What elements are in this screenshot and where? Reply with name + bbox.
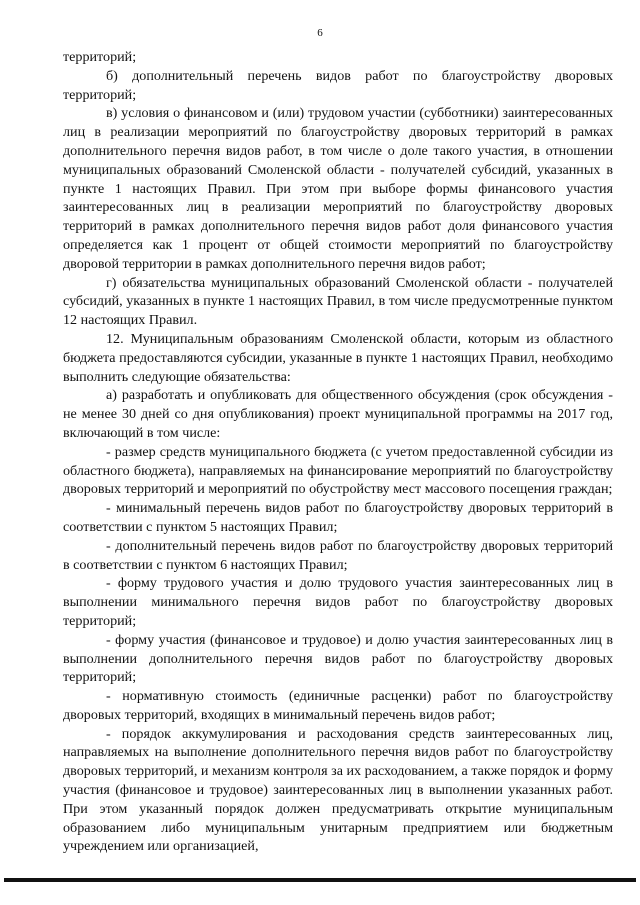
list-item-additional-list: - дополнительный перечень видов работ по благоустройству дворовых территорий в соответствии с пунктом 6 настоящих Правил;	[63, 537, 613, 573]
list-item-normative-cost: - нормативную стоимость (единичные расценки) работ по благоустройству дворовых территорий, входящих в минимальный перечень видов работ;	[63, 688, 613, 723]
list-item-participation-form: - форму участия (финансовое и трудовое) и долю участия заинтересованных лиц в выполнении дополнительного перечня видов работ по благоустройству дворовых территорий;	[63, 631, 613, 686]
page-number: 6	[317, 27, 323, 39]
document-body	[63, 48, 613, 856]
paragraph-item-v: в) условия о финансовом и (или) трудовом участии (субботники) заинтересованных лиц в реализации мероприятий по благоустройству дворовых территорий в рамках дополнительного перечня видов работ, в том числе о доле такого участия, в отношении муниципальных образований Смоленской области - получателей субсидий, указанных в пункте 1 настоящих Правил. При этом при выборе формы финансового участия заинтересованных лиц в реализации мероприятий по благоустройству дворовых территорий в рамках дополнительного перечня видов работ доля финансового участия определяется как 1 процент от общей стоимости мероприятий по благоустройству дворовой территории в рамках дополнительного перечня видов работ;	[63, 105, 613, 272]
list-item-labor-participation: - форму трудового участия и долю трудового участия заинтересованных лиц в выполнении минимального перечня видов работ по благоустройству дворовых территорий;	[63, 575, 613, 629]
paragraph-continuation: территорий;	[63, 49, 137, 65]
list-item-minimal-list: - минимальный перечень видов работ по благоустройству дворовых территорий в соответствии с пунктом 5 настоящих Правил;	[63, 500, 613, 535]
paragraph-item-b: б) дополнительный перечень видов работ по благоустройству дворовых территорий;	[63, 67, 613, 103]
list-item-budget-size: - размер средств муниципального бюджета (с учетом предоставленной субсидии из областного бюджета), направляемых на финансирование мероприятий по благоустройству дворовых территорий и мероприятий по обустройству мест массового посещения граждан;	[63, 443, 613, 498]
paragraph-item-g: г) обязательства муниципальных образований Смоленской области - получателей субсидий, указанных в пункте 1 настоящих Правил, в том числе предусмотренные пунктом 12 настоящих Правил.	[63, 274, 613, 329]
paragraph-item-a: а) разработать и опубликовать для общественного обсуждения (срок обсуждения - не менее 30 дней со дня опубликования) проект муниципальной программы на 2017 год, включающий в том числе:	[63, 387, 613, 441]
list-item-funds-procedure: - порядок аккумулирования и расходования средств заинтересованных лиц, направляемых на выполнение дополнительного перечня видов работ по благоустройству дворовых территорий, и механизм контроля за их расходованием, а также порядок и форму участия (финансовое и трудовое) заинтересованных лиц в выполнении указанных работ. При этом указанный порядок должен предусматривать открытие муниципальным образованием либо муниципальным унитарным предприятием или бюджетным учреждением или организацией,	[63, 725, 613, 855]
bottom-border-line	[4, 878, 636, 882]
paragraph-clause-12: 12. Муниципальным образованиям Смоленской области, которым из областного бюджета предоставляются субсидии, указанные в пункте 1 настоящих Правил, необходимо выполнить следующие обязательства:	[63, 330, 613, 385]
